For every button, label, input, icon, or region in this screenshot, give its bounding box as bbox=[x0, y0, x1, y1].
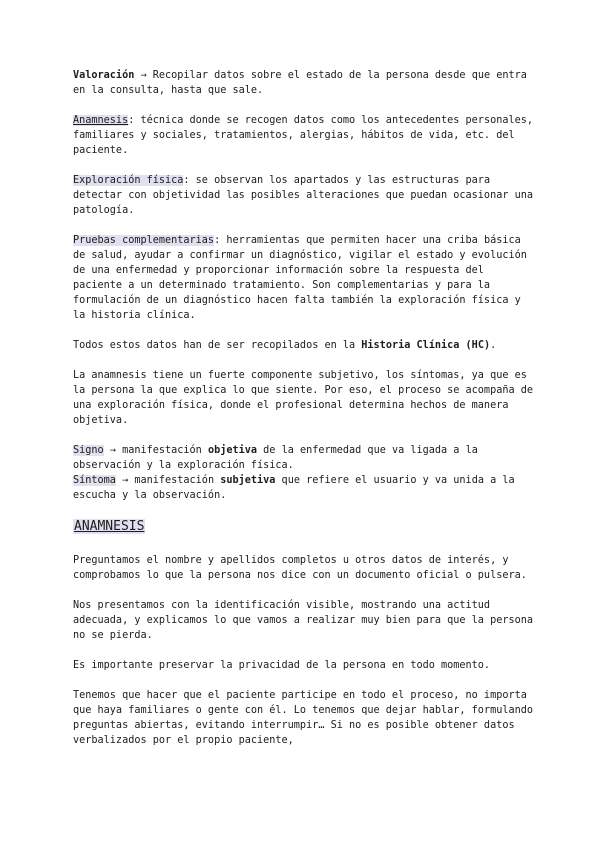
signo-term: Signo bbox=[73, 445, 104, 456]
signo-text-before: → manifestación bbox=[103, 445, 208, 456]
historia-bold: Historia Clínica (HC) bbox=[361, 340, 491, 351]
historia-text-after: . bbox=[490, 340, 497, 351]
exploracion-paragraph bbox=[73, 173, 533, 218]
anamnesis-term: Anamnesis bbox=[73, 115, 129, 126]
sintoma-text-before: → manifestación bbox=[115, 475, 221, 486]
signo-bold: objetiva bbox=[207, 445, 258, 456]
section-title bbox=[73, 518, 533, 536]
valoracion-paragraph bbox=[73, 68, 533, 98]
signo-text-after: de la enfermedad que va ligada a la observación y la exploración física. bbox=[73, 445, 478, 471]
pruebas-text: : herramientas que permiten hacer una criba básica de salud, ayudar a confirmar un diagnóstico, vigilar el estado y evolución de una enfermedad y proporcionar información sobre la respuesta del paciente a un determinado tratamiento. Son complementarias y para la formulación de un diagnóstico hacen falta también la exploración física y la historia clínica. bbox=[73, 235, 527, 321]
sintoma-bold: subjetiva bbox=[220, 475, 276, 486]
signo-paragraph bbox=[73, 443, 533, 473]
anamnesis-body-paragraph-4: Tenemos que hacer que el paciente participe en todo el proceso, no importa que haya familiares o gente con él. Lo tenemos que dejar hablar, formulando preguntas abiertas, evitando interrumpir… Si no es posible obtener datos verbalizados por el propio paciente, bbox=[73, 690, 534, 746]
pruebas-term: Pruebas complementarias bbox=[73, 235, 215, 246]
valoracion-text: Recopilar datos sobre el estado de la persona desde que entra en la consulta, hasta que sale. bbox=[73, 70, 527, 96]
historia-text-before: Todos estos datos han de ser recopilados en la bbox=[73, 340, 362, 351]
subjetivo-paragraph: La anamnesis tiene un fuerte componente subjetivo, los síntomas, ya que es la persona la que explica lo que siente. Por eso, el proceso se acompaña de una exploración física, donde el profesional determina hechos de manera objetiva. bbox=[73, 370, 534, 426]
historia-paragraph bbox=[73, 338, 533, 353]
anamnesis-body-paragraph-1: Preguntamos el nombre y apellidos completos u otros datos de interés, y comprobamos lo que la persona nos dice con un documento oficial o pulsera. bbox=[73, 555, 527, 581]
section-title-text: ANAMNESIS bbox=[74, 519, 145, 534]
sintoma-text-after: que refiere el usuario y va unida a la escucha y la observación. bbox=[73, 475, 515, 501]
anamnesis-paragraph bbox=[73, 113, 533, 158]
anamnesis-text: : técnica donde se recogen datos como los antecedentes personales, familiares y sociales, tratamientos, alergias, hábitos de vida, etc. del paciente. bbox=[73, 115, 534, 156]
exploracion-term: Exploración física bbox=[73, 175, 184, 186]
document-page bbox=[73, 68, 533, 748]
valoracion-arrow: → bbox=[140, 70, 147, 81]
exploracion-text: : se observan los apartados y las estructuras para detectar con objetividad las posibles alteraciones que puedan ocasionar una patología. bbox=[73, 175, 534, 216]
anamnesis-body-paragraph-2: Nos presentamos con la identificación visible, mostrando una actitud adecuada, y explicamos lo que vamos a realizar muy bien para que la persona no se pierda. bbox=[73, 600, 534, 641]
sintoma-term: Síntoma bbox=[73, 475, 116, 486]
anamnesis-body-paragraph-3: Es importante preservar la privacidad de la persona en todo momento. bbox=[73, 660, 491, 671]
valoracion-term: Valoración bbox=[73, 70, 135, 81]
sintoma-paragraph bbox=[73, 473, 533, 503]
pruebas-paragraph bbox=[73, 233, 533, 323]
